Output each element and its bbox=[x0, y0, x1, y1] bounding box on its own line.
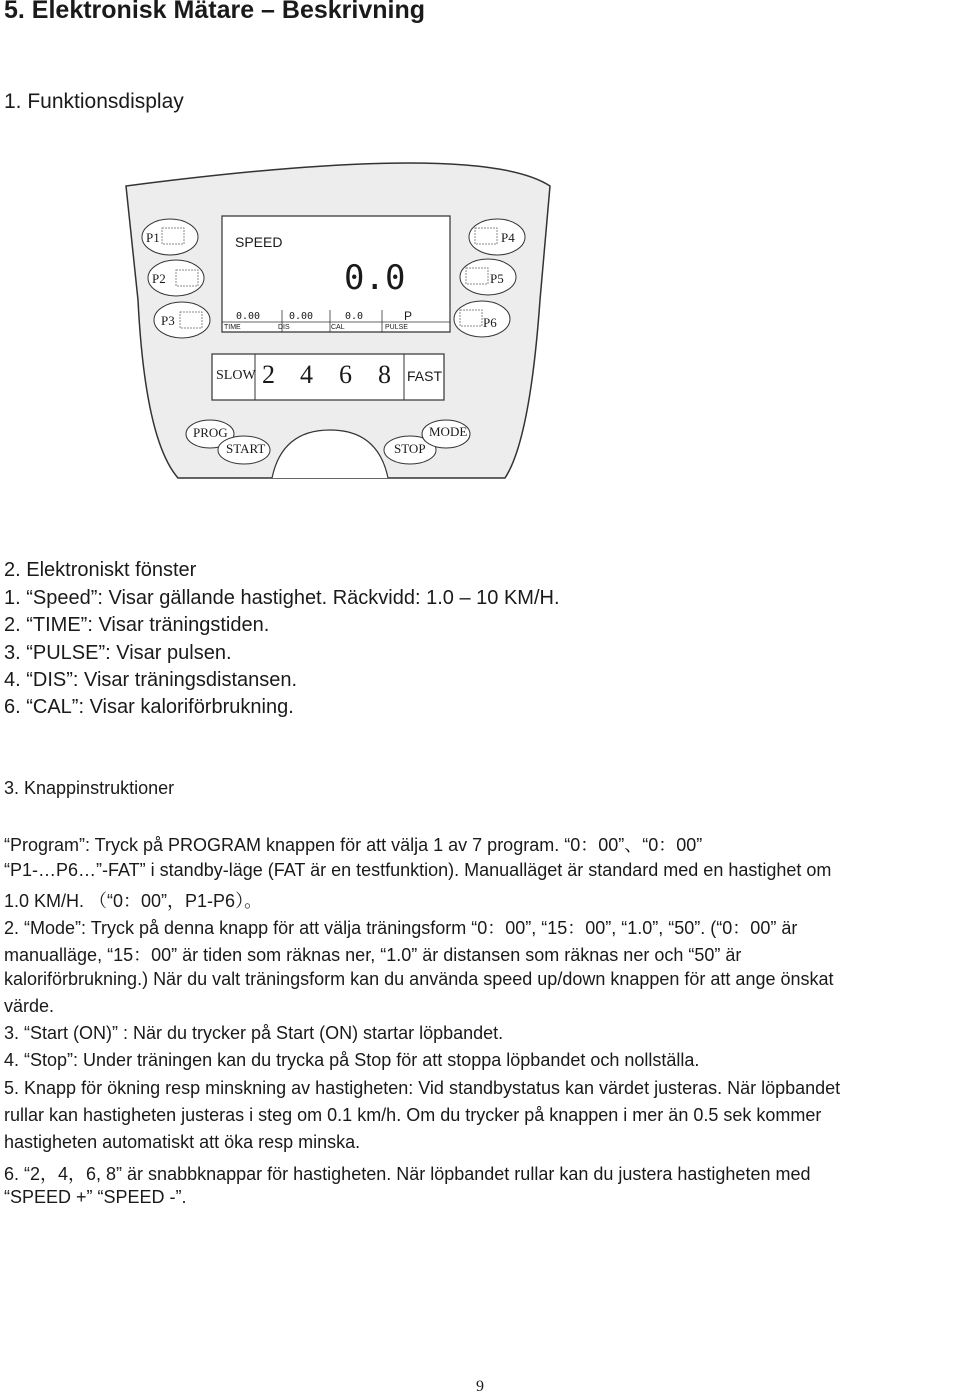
section1-title: 1. Funktionsdisplay bbox=[4, 90, 184, 113]
section3-line: manualläge, “15：00” är tiden som räknas ner, “1.0” är distansen som räknas ner och “50” är bbox=[4, 945, 742, 965]
section3-line: 3. “Start (ON)” : När du trycker på Start (ON) startar löpbandet. bbox=[4, 1023, 504, 1043]
section3-line: värde. bbox=[4, 996, 55, 1016]
dis-label: DIS bbox=[278, 324, 290, 331]
page-number: 9 bbox=[476, 1378, 484, 1395]
dis-readout: 0.00 bbox=[289, 311, 314, 322]
p6-button[interactable]: P6 bbox=[483, 315, 497, 330]
section3-line: 4. “Stop”: Under träningen kan du trycka på Stop för att stoppa löpbandet och nollställa. bbox=[4, 1050, 700, 1070]
section3-line: rullar kan hastigheten justeras i steg om 0.1 km/h. Om du trycker på knappen i mer än 0.5 sek kommer bbox=[4, 1105, 822, 1125]
start-button[interactable]: START bbox=[226, 441, 266, 456]
section3-line: kaloriförbrukning.) När du valt träningsform kan du använda speed up/down knappen för att ange önskat bbox=[4, 969, 834, 989]
p2-button[interactable]: P2 bbox=[152, 271, 166, 286]
page-heading: 5. Elektronisk Mätare – Beskrivning bbox=[4, 0, 426, 24]
section2-title: 2. Elektroniskt fönster bbox=[4, 559, 197, 581]
section2-line: 2. “TIME”: Visar träningstiden. bbox=[4, 614, 270, 636]
time-readout: 0.00 bbox=[236, 311, 261, 322]
prog-button[interactable]: PROG bbox=[193, 425, 228, 440]
cal-label: CAL bbox=[331, 324, 345, 331]
section3-title: 3. Knappinstruktioner bbox=[4, 778, 175, 798]
speed-6-button[interactable]: 6 bbox=[339, 360, 352, 389]
speed-4-button[interactable]: 4 bbox=[300, 360, 313, 389]
stop-button[interactable]: STOP bbox=[394, 441, 426, 456]
section3-line: “P1-…P6…”-FAT” i standby-läge (FAT är en testfunktion). Manualläget är standard med en hastighet om bbox=[4, 860, 832, 880]
p4-button[interactable]: P4 bbox=[501, 230, 515, 245]
time-label: TIME bbox=[224, 324, 241, 331]
section3-line: 5. Knapp för ökning resp minskning av hastigheten: Vid standbystatus kan värdet justeras. När löpbandet bbox=[4, 1078, 841, 1098]
section2-line: 1. “Speed”: Visar gällande hastighet. Räckvidd: 1.0 – 10 KM/H. bbox=[4, 587, 560, 609]
speed-digits: 0.0 bbox=[344, 258, 406, 298]
section2-line: 4. “DIS”: Visar träningsdistansen. bbox=[4, 669, 298, 691]
speed-2-button[interactable]: 2 bbox=[262, 360, 275, 389]
section2-line: 6. “CAL”: Visar kaloriförbrukning. bbox=[4, 696, 294, 718]
section3-line: 1.0 KM/H. （“0：00”，P1-P6）。 bbox=[4, 891, 263, 911]
section3-line: “SPEED +” “SPEED -”. bbox=[4, 1187, 187, 1207]
speed-label: SPEED bbox=[235, 234, 283, 250]
mode-button[interactable]: MODE bbox=[429, 424, 468, 439]
p3-button[interactable]: P3 bbox=[161, 313, 175, 328]
p1-button[interactable]: P1 bbox=[146, 230, 160, 245]
section3-line: “Program”: Tryck på PROGRAM knappen för att välja 1 av 7 program. “0：00”、“0：00” bbox=[4, 835, 703, 855]
pulse-label: PULSE bbox=[385, 324, 408, 331]
speed-8-button[interactable]: 8 bbox=[378, 360, 391, 389]
pulse-readout: P bbox=[404, 309, 413, 323]
section3-line: hastigheten automatiskt att öka resp minska. bbox=[4, 1132, 361, 1152]
fast-button[interactable]: FAST bbox=[407, 368, 443, 384]
section3-line: 6. “2，4，6, 8” är snabbknappar för hastigheten. När löpbandet rullar kan du justera hastigheten med bbox=[4, 1164, 811, 1184]
section3-line: 2. “Mode”: Tryck på denna knapp för att välja träningsform “0：00”, “15：00”, “1.0”, “50”. (“0：00” är bbox=[4, 918, 798, 938]
cal-readout: 0.0 bbox=[345, 311, 364, 322]
console-panel-illustration bbox=[0, 150, 960, 510]
slow-button[interactable]: SLOW bbox=[216, 368, 256, 383]
p5-button[interactable]: P5 bbox=[490, 271, 504, 286]
section2-line: 3. “PULSE”: Visar pulsen. bbox=[4, 642, 232, 664]
